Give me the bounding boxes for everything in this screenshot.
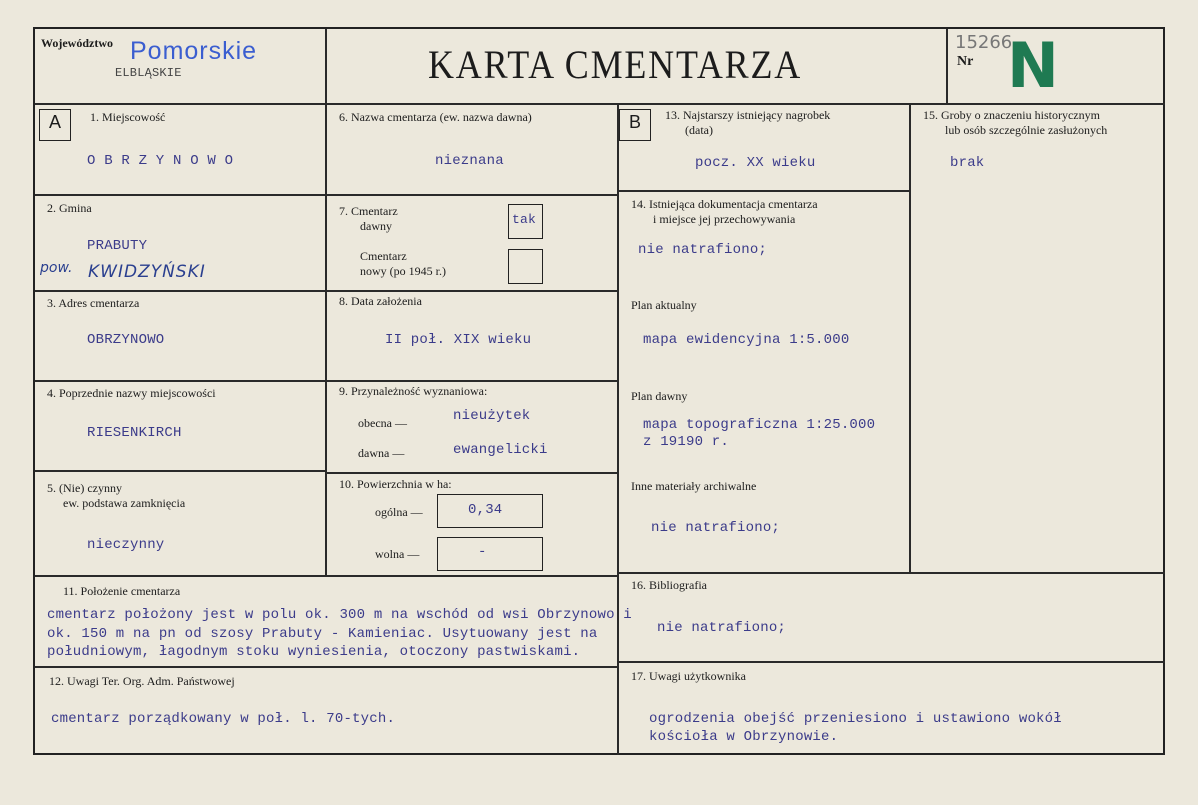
field-7-dawny-value: tak	[512, 212, 537, 227]
field-7-nowy-label: Cmentarz	[360, 249, 407, 263]
rule-col2-3	[325, 380, 617, 382]
rule-v-header-left	[325, 29, 327, 104]
field-15-sublabel: lub osób szczególnie zasłużonych	[945, 123, 1108, 137]
field-11-line-3: południowym, łagodnym stoku wyniesienia, otoczony pastwiskami.	[47, 644, 581, 660]
field-7-nowy-box[interactable]	[508, 249, 543, 284]
plan-old-label: Plan dawny	[631, 389, 688, 403]
field-4-label: 4. Poprzednie nazwy miejscowości	[47, 386, 216, 400]
field-10-wolna-box[interactable]	[437, 537, 543, 571]
field-5-label: 5. (Nie) czynny	[47, 481, 122, 495]
field-13-label: 13. Najstarszy istniejący nagrobek	[665, 108, 831, 122]
field-8-value: II poł. XIX wieku	[385, 332, 532, 348]
field-7-dawny-label: dawny	[360, 219, 392, 233]
field-9-obecna-label: obecna —	[358, 416, 407, 430]
number-handwritten: 15266	[955, 32, 1013, 53]
field-14-value: nie natrafiono;	[638, 242, 768, 258]
field-1-value: O B R Z Y N O W O	[87, 153, 234, 169]
field-2-hand-prefix: pow.	[40, 260, 73, 276]
field-11-line-1: cmentarz położony jest w polu ok. 300 m na wschód od wsi Obrzynowo i	[47, 607, 632, 623]
field-10-wolna-label: wolna —	[375, 547, 420, 561]
rule-col1-4	[35, 470, 325, 472]
voivodeship-stamp: Pomorskie	[130, 37, 258, 65]
field-9-obecna-value: nieużytek	[453, 408, 531, 424]
field-9-dawna-label: dawna —	[358, 446, 405, 460]
rule-right-mid	[617, 572, 1165, 574]
field-3-label: 3. Adres cmentarza	[47, 296, 140, 310]
voivodeship-label: Województwo	[41, 36, 113, 50]
field-15-value: brak	[950, 155, 985, 171]
field-17-label: 17. Uwagi użytkownika	[631, 669, 746, 683]
rule-col2-2	[325, 290, 617, 292]
rule-right-low	[617, 661, 1165, 663]
archive-value: nie natrafiono;	[651, 520, 781, 536]
page-title: KARTA CMENTARZA	[428, 42, 803, 87]
field-11-label: 11. Położenie cmentarza	[63, 584, 181, 598]
number-label: Nr	[957, 54, 974, 69]
field-8-label: 8. Data założenia	[339, 294, 422, 308]
rule-v-header-right	[946, 29, 948, 104]
cemetery-card	[33, 27, 1165, 755]
field-5-sublabel: ew. podstawa zamknięcia	[63, 496, 186, 510]
rule-col2-4	[325, 472, 617, 474]
plan-current-value: mapa ewidencyjna 1:5.000	[643, 332, 850, 348]
field-9-label: 9. Przynależność wyznaniowa:	[339, 384, 488, 398]
rule-col1-2	[35, 290, 325, 292]
section-b-letter: B	[629, 112, 642, 132]
field-16-value: nie natrafiono;	[657, 620, 787, 636]
field-10-ogolna-value: 0,34	[468, 502, 503, 518]
field-14-sublabel: i miejsce jej przechowywania	[653, 212, 796, 226]
rule-col1-3	[35, 380, 325, 382]
archive-label: Inne materiały archiwalne	[631, 479, 757, 493]
field-2-hand-value: KWIDZYŃSKI	[88, 262, 206, 282]
plan-current-label: Plan aktualny	[631, 298, 697, 312]
field-6-label: 6. Nazwa cmentarza (ew. nazwa dawna)	[339, 110, 532, 124]
rule-header	[35, 103, 1165, 105]
field-13-sublabel: (data)	[685, 123, 713, 137]
field-2-label: 2. Gmina	[47, 201, 92, 215]
number-letter: N	[1007, 29, 1059, 102]
field-2-value: PRABUTY	[87, 238, 148, 254]
voivodeship-typed: ELBLĄSKIE	[115, 66, 182, 80]
rule-col1-1	[35, 194, 325, 196]
field-5-value: nieczynny	[87, 537, 165, 553]
rule-v-col3	[909, 103, 911, 573]
rule-left-low	[35, 666, 617, 668]
section-a-letter: A	[49, 112, 62, 132]
field-14-label: 14. Istniejąca dokumentacja cmentarza	[631, 197, 818, 211]
rule-v-col1	[325, 103, 327, 575]
field-11-line-2: ok. 150 m na pn od szosy Prabuty - Kamieniac. Usytuowany jest na	[47, 626, 598, 642]
field-1-label: 1. Miejscowość	[90, 110, 166, 124]
plan-old-value-2: z 19190 r.	[643, 434, 730, 450]
field-4-value: RIESENKIRCH	[87, 425, 182, 441]
field-13-value: pocz. XX wieku	[695, 155, 816, 171]
field-16-label: 16. Bibliografia	[631, 578, 707, 592]
field-15-label: 15. Groby o znaczeniu historycznym	[923, 108, 1100, 122]
field-12-value: cmentarz porządkowany w poł. l. 70-tych.	[51, 711, 396, 727]
field-10-ogolna-label: ogólna —	[375, 505, 423, 519]
field-17-line-1: ogrodzenia obejść przeniesiono i ustawiono wokół	[649, 711, 1062, 727]
rule-left-mid	[35, 575, 617, 577]
field-12-label: 12. Uwagi Ter. Org. Adm. Państwowej	[49, 674, 235, 688]
rule-col3-1	[617, 190, 909, 192]
field-10-label: 10. Powierzchnia w ha:	[339, 477, 452, 491]
field-17-line-2: kościoła w Obrzynowie.	[649, 729, 839, 745]
field-6-value: nieznana	[435, 153, 504, 169]
rule-col2-1	[325, 194, 617, 196]
plan-old-value-1: mapa topograficzna 1:25.000	[643, 417, 876, 433]
field-10-wolna-value: -	[478, 544, 487, 560]
field-7-nowy-sublabel: nowy (po 1945 r.)	[360, 264, 446, 278]
field-7-label: 7. Cmentarz	[339, 204, 398, 218]
rule-v-col2	[617, 103, 619, 755]
field-9-dawna-value: ewangelicki	[453, 442, 548, 458]
field-3-value: OBRZYNOWO	[87, 332, 165, 348]
